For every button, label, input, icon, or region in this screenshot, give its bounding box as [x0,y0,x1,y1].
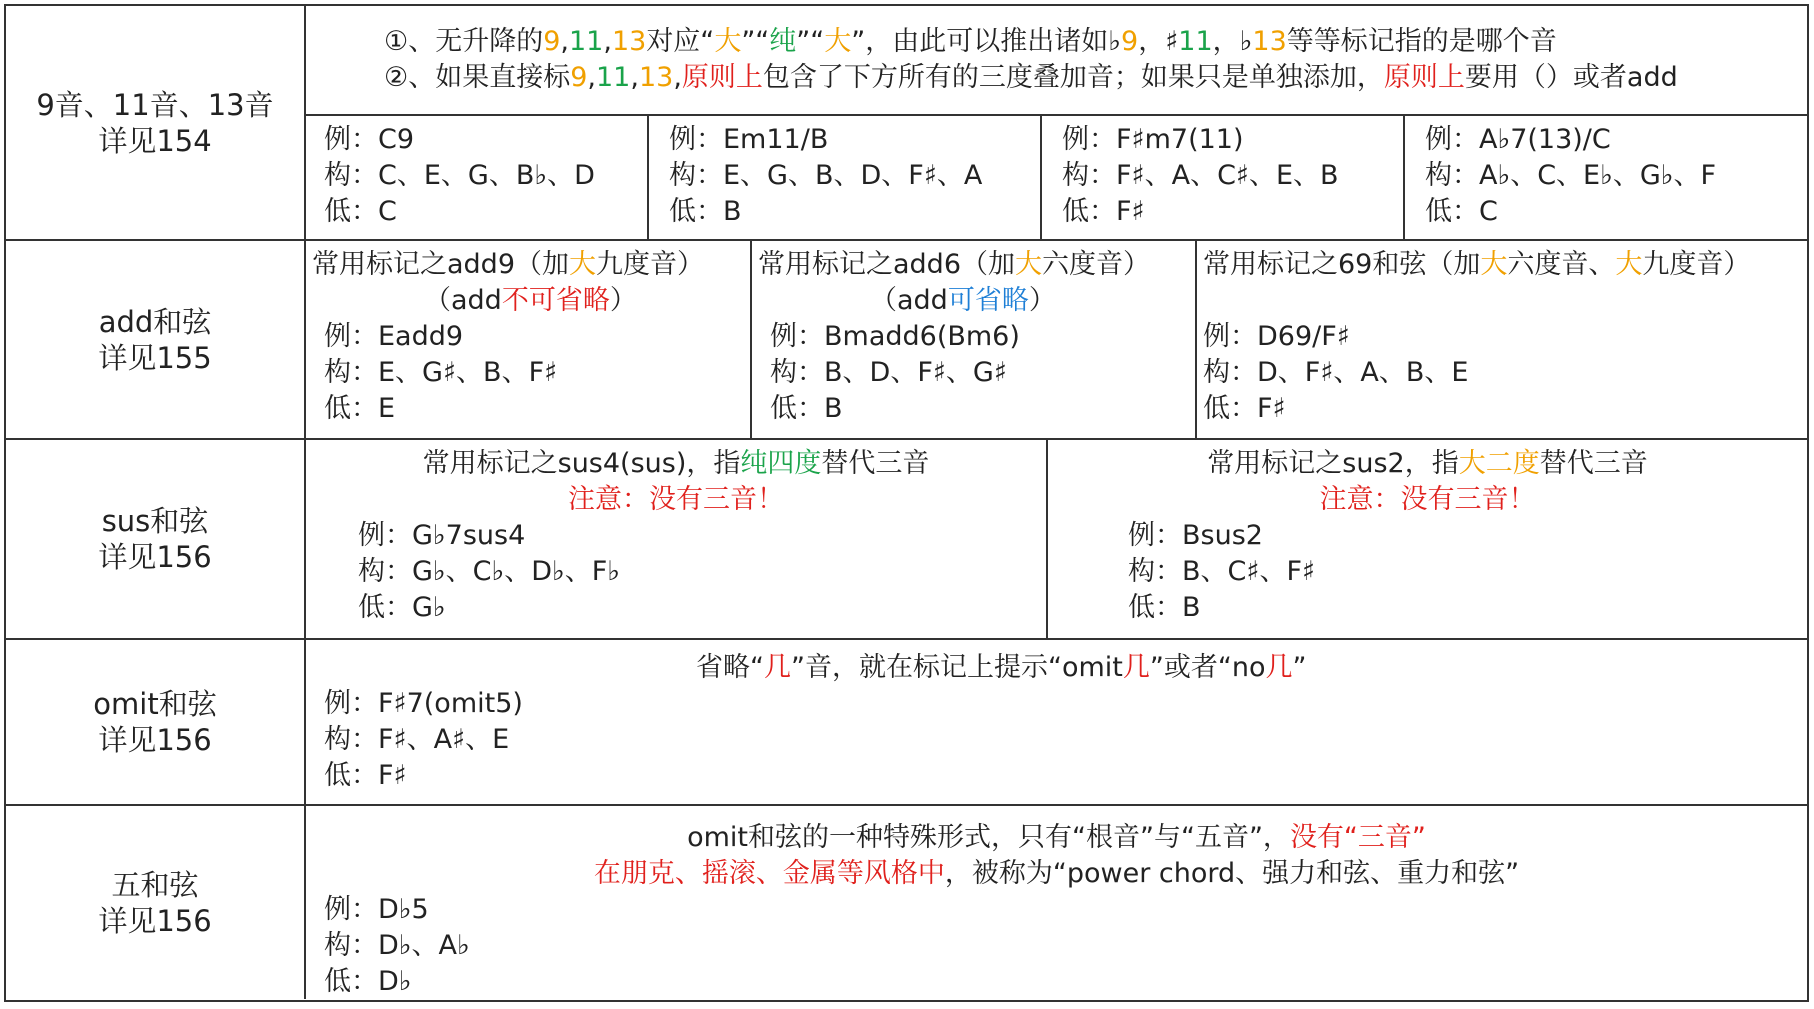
example-notes: 构：D、F♯、A、B、E [1203,357,1469,388]
text-run: ”或者“no [1149,652,1266,683]
example-notes: 构：B、D、F♯、G♯ [770,357,1007,388]
rule-1 [384,24,1557,60]
example-aflat7 [1405,114,1807,239]
text-run: 大二度 [1458,448,1540,479]
example-notes: 构：G♭、C♭、D♭、F♭ [358,556,621,587]
text-run: 六度音） [1042,249,1151,280]
example-notes: 构：C、E、G、B♭、D [324,160,595,191]
row-label [6,6,306,239]
row-add-chords [6,241,1807,440]
text-run: ”，由此可以推出诸如♭ [851,26,1122,57]
label-title: add和弦 [98,304,212,339]
row-content [306,6,1807,239]
text-run: 11 [596,62,631,93]
text-run: 替代三音 [821,448,930,479]
example-em11 [649,114,1042,239]
text-run: ” [1292,652,1307,683]
label-ref: 详见156 [98,723,212,757]
text-run: 常用标记之69和弦（加 [1203,249,1481,280]
label-title: 9音、11音、13音 [36,87,274,122]
text-run: 在朋克、摇滚、金属等风格中 [593,858,945,889]
example-bass: 低：E [324,393,396,424]
text-run: 大 [1480,249,1508,280]
text-run: 没有“三音” [1289,822,1426,853]
example-notes: 构：E、G、B、D、F♯、A [669,160,983,191]
example-name: 例：A♭7(13)/C [1425,124,1611,155]
text-run: 常用标记之sus4(sus)，指 [422,448,741,479]
text-run: 纯 [769,26,797,57]
text-run: 常用标记之add9（加 [312,249,570,280]
add6-title [758,247,1150,283]
text-run: 原则上 [1383,62,1465,93]
add6-cell [752,241,1197,438]
example-notes: 构：F♯、A、C♯、E、B [1062,160,1339,191]
text-run: ①、无升降的 [384,26,544,57]
text-run: 13 [611,26,647,57]
rule-2 [384,60,1678,96]
text-run: ，♯ [1138,26,1179,57]
row-content [306,440,1807,638]
text-run: 几 [1122,652,1150,683]
row-content [306,806,1807,999]
text-run: ） [1028,285,1056,316]
text-run: , [587,62,596,93]
example-bass: 低：C [324,196,397,227]
example-c9 [306,114,649,239]
row-label [6,640,306,804]
text-run: 对应“ [646,26,715,57]
example-name: 例：F♯7(omit5) [324,688,523,719]
text-run: 大 [824,26,852,57]
example-fsharpm7 [1042,114,1405,239]
text-run: 9 [543,26,561,57]
example-name: 例：F♯m7(11) [1062,124,1244,155]
text-run: 几 [1265,652,1293,683]
label-title: 五和弦 [111,867,199,902]
text-run: ②、如果直接标 [384,62,571,93]
example-bass: 低：D♭ [324,966,412,997]
text-run: , [603,26,612,57]
example-notes: 构：D♭、A♭ [324,930,470,961]
power-line-1 [306,820,1807,856]
text-run: 大 [714,26,742,57]
omit-title [696,650,1307,686]
text-run: 纯四度 [740,448,822,479]
label-ref: 详见155 [98,340,212,375]
text-run: 省略“ [696,652,764,683]
text-run: omit和弦的一种特殊形式，只有“根音”与“五音”， [687,822,1290,853]
text-run: ”“ [796,26,825,57]
add9-cell [306,241,752,438]
text-run: 大 [1615,249,1643,280]
label-ref: 详见154 [98,123,212,158]
example-name: 例：C9 [324,124,415,155]
example-bass: 低：B [669,196,742,227]
chord-notation-table [4,4,1809,1002]
text-run: （add [424,285,502,316]
example-name: 例：Em11/B [669,124,829,155]
text-run: 等等标记指的是哪个音 [1286,26,1557,57]
row-sus-chords [6,440,1807,640]
text-run: 9 [1121,26,1139,57]
example-name: 例：G♭7sus4 [358,520,526,551]
text-run: ”音，就在标记上提示“omit [791,652,1123,683]
text-run: ，♭ [1212,26,1253,57]
text-run: 几 [764,652,791,683]
text-run: 可省略 [947,285,1029,316]
row-extensions [6,6,1807,241]
example-name: 例：D♭5 [324,894,429,925]
text-run: 六度音、 [1507,249,1616,280]
row-content [306,241,1807,438]
text-run: ） [609,285,637,316]
text-run: 大 [1015,249,1043,280]
text-run: 13 [638,62,674,93]
text-run: ”“ [741,26,770,57]
text-run: 9 [570,62,588,93]
row-label [6,440,306,638]
example-bass: 低：F♯ [1203,393,1286,424]
sus4-title [306,446,1046,482]
text-run: 不可省略 [501,285,610,316]
rules-box [306,6,1807,116]
text-run: 常用标记之add6（加 [758,249,1016,280]
text-run: 要用（）或者add [1464,62,1678,93]
text-run: （add [870,285,948,316]
label-title: omit和弦 [93,687,217,721]
example-name: 例：Bsus2 [1128,520,1263,551]
text-run: ，被称为“power chord、强力和弦、重力和弦” [944,858,1520,889]
text-run: 原则上 [681,62,763,93]
text-run: 包含了下方所有的三度叠加音；如果只是单独添加， [762,62,1384,93]
sixnine-title [1203,247,1750,283]
sus4-cell [306,440,1048,638]
text-run: , [630,62,639,93]
sixnine-cell [1197,241,1807,438]
example-bass: 低：C [1425,196,1498,227]
sus2-title [1048,446,1807,482]
add9-title [312,247,704,283]
row-omit-chords [6,640,1807,806]
row-power-chords [6,806,1807,999]
row-content [306,640,1807,804]
example-name: 例：Eadd9 [324,321,464,352]
row-label [6,241,306,438]
text-run: 11 [1178,26,1213,57]
label-title: sus和弦 [101,504,209,538]
text-run: , [560,26,569,57]
text-run: 常用标记之sus2，指 [1207,448,1459,479]
row-label [6,806,306,999]
sus4-warning: 注意：没有三音！ [568,484,784,515]
example-notes: 构：A♭、C、E♭、G♭、F [1425,160,1717,191]
example-notes: 构：E、G♯、B、F♯ [324,357,558,388]
example-name: 例：Bmadd6(Bm6) [770,321,1020,352]
add9-note [424,283,637,319]
text-run: 九度音） [596,249,705,280]
text-run: 替代三音 [1539,448,1648,479]
example-notes: 构：F♯、A♯、E [324,724,510,755]
example-bass: 低：F♯ [1062,196,1145,227]
example-bass: 低：F♯ [324,760,407,791]
example-bass: 低：B [1128,592,1201,623]
label-ref: 详见156 [98,903,212,938]
label-ref: 详见156 [98,540,212,574]
sus2-cell [1048,440,1807,638]
text-run: , [673,62,682,93]
power-line-2 [306,856,1807,892]
example-name: 例：D69/F♯ [1203,321,1350,352]
example-notes: 构：B、C♯、F♯ [1128,556,1316,587]
example-bass: 低：G♭ [358,592,446,623]
example-bass: 低：B [770,393,843,424]
text-run: 大 [569,249,597,280]
text-run: 九度音） [1642,249,1751,280]
sus2-warning: 注意：没有三音！ [1319,484,1536,515]
add6-note [870,283,1056,319]
text-run: 13 [1252,26,1287,57]
text-run: 11 [569,26,604,57]
